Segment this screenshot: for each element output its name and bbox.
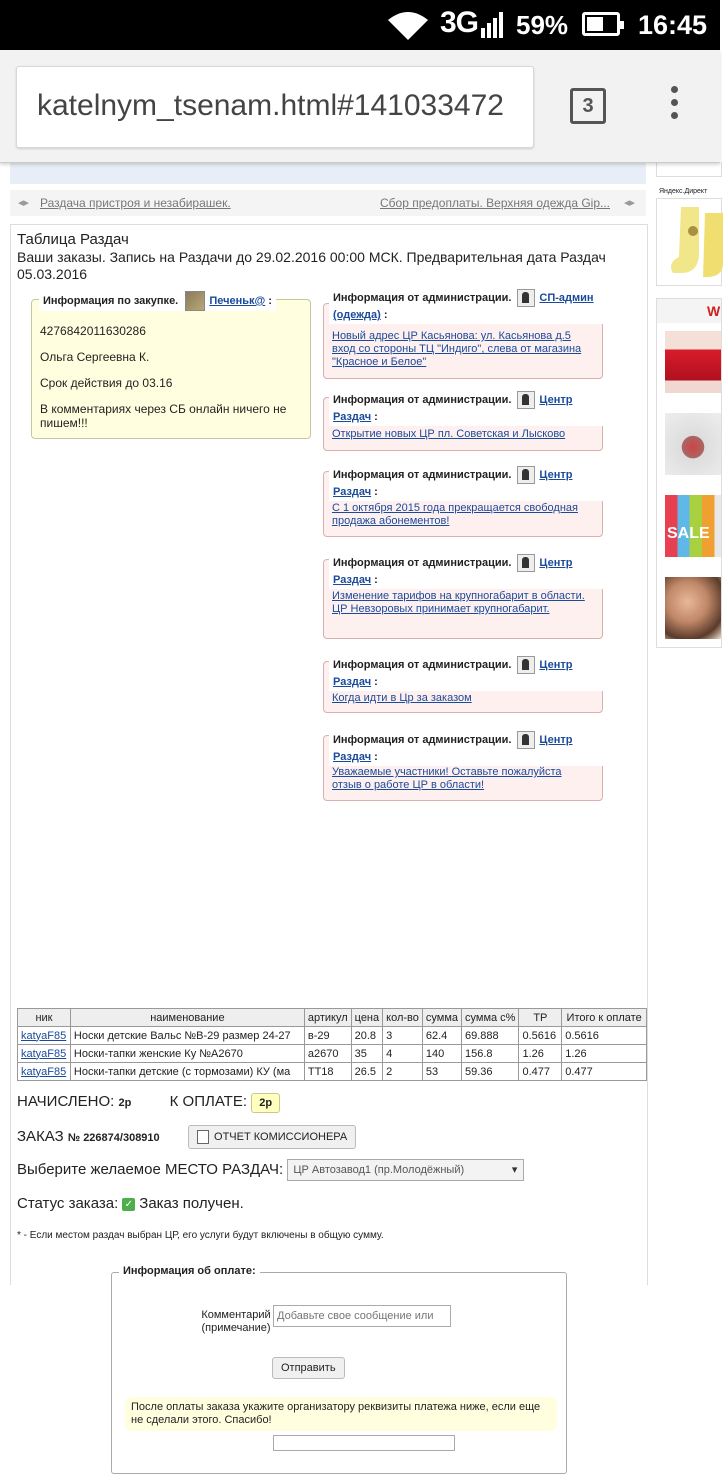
nick-link[interactable]: katyaF85 [21,1065,67,1078]
orders-table [17,1008,647,1081]
organizer-link[interactable]: Печеньк@ [209,294,266,307]
page-content [0,162,721,1426]
payment-info-legend: Информация об оплате: [119,1265,260,1277]
next-topic-link[interactable]: Сбор предоплаты. Верхняя одежда Gip... [380,196,611,210]
admin-author-link[interactable]: Центр Раздач [333,556,573,586]
pickup-select[interactable]: ЦР Автозавод1 (пр.Молодёжный) ▾ [287,1159,524,1181]
admin-avatar-icon [517,731,535,749]
url-text: katelnym_tsenam.html#141033472 [37,89,504,122]
ad-banner-logo: W [707,303,721,319]
payment-notice: После оплаты заказа укажите организатору реквизиты платежа ниже, если еще не сделали этого. Спасибо! [125,1397,557,1431]
status-bar [0,0,720,50]
order-label: ЗАКАЗ [17,1127,64,1145]
admin-message-legend: Информация от администрации. Центр Раздач : [329,656,607,691]
admin-message-link[interactable]: Изменение тарифов на крупногабарит в области. ЦР Невзоровых принимает крупногабарит. [332,590,585,615]
col-tr: ТР [519,1009,562,1027]
card-holder: Ольга Сергеевна К. [40,350,150,364]
col-nick: ник [18,1009,71,1027]
admin-message-link[interactable]: С 1 октября 2015 года прекращается свободная продажа абонементов! [332,502,578,527]
ad-image-couple[interactable] [665,577,721,639]
socks-image [667,203,723,283]
admin-avatar-icon [517,554,535,572]
purchase-info-title: Информация по закупке. [43,294,179,307]
address-bar[interactable] [16,66,534,148]
ad-image-underwear[interactable] [665,331,721,393]
organizer-avatar[interactable] [185,291,205,311]
browser-toolbar [0,50,720,163]
pickup-note: * - Если местом раздач выбран ЦР, его услуги будут включены в общую сумму. [17,1230,384,1241]
clock: 16:45 [638,10,708,40]
pickup-line [17,1159,524,1181]
network-type: 3G [440,6,479,39]
payment-details-input[interactable] [273,1435,455,1451]
table-row: katyaF85 Носки детские Вальс №В-29 размер 24-27 в-29 20.8 3 62.4 69.888 0.5616 0.5616 [18,1027,647,1045]
admin-author-link[interactable]: Центр Раздач [333,393,573,423]
admin-message-legend: Информация от администрации. Центр Раздач : [329,391,607,426]
ad-frame-top [656,162,722,177]
status-label: Статус заказа: [17,1195,119,1212]
pickup-label: Выберите желаемое МЕСТО РАЗДАЧ: [17,1160,284,1178]
topic-navigation [10,190,646,216]
order-number: № 226874/308910 [67,1131,160,1144]
admin-message-legend: Информация от администрации. СП-админ (одежда) : [329,289,607,324]
wifi-icon [388,12,428,40]
admin-message-link[interactable]: Когда идти в Цр за заказом [332,692,472,704]
status-value: Заказ получен. [139,1195,244,1212]
purchase-info-box [31,299,311,439]
ads-label: Яндекс.Директ [659,188,708,195]
sale-image-text: SALE [667,525,710,542]
admin-message-link[interactable]: Открытие новых ЦР пл. Советская и Лысково [332,428,566,440]
col-sum: сумма [422,1009,461,1027]
col-total: Итого к оплате [562,1009,647,1027]
signal-icon [481,12,503,38]
col-qty: кол-во [383,1009,423,1027]
admin-message-legend: Информация от администрации. Центр Раздач : [329,731,607,766]
arrow-left-icon: ◂▸ [18,197,30,209]
totals-line [17,1093,280,1113]
nick-link[interactable]: katyaF85 [21,1029,67,1042]
top-band [10,162,646,184]
col-name: наименование [70,1009,304,1027]
document-icon [197,1130,209,1144]
ad-image-sale[interactable] [665,495,721,557]
page-title: Таблица Раздач [17,231,129,248]
charged-value: 2р [118,1097,132,1109]
admin-author-link[interactable]: Центр Раздач [333,468,573,498]
battery-icon [582,12,620,36]
right-sidebar-ads [656,162,720,1280]
admin-message-legend: Информация от администрации. Центр Раздач : [329,554,607,589]
check-icon: ✓ [122,1198,135,1211]
admin-avatar-icon [517,466,535,484]
nick-link[interactable]: katyaF85 [21,1047,67,1060]
admin-author-link[interactable]: Центр Раздач [333,658,573,688]
table-header-row [18,1009,647,1027]
ad-image-cake[interactable] [665,413,721,475]
admin-message-link[interactable]: Новый адрес ЦР Касьянова: ул. Касьянова д.5 вход со стороны ТЦ "Индиго", слева от магазина "Красное и Белое" [332,330,582,368]
ad-socks[interactable] [656,198,722,286]
charged-label: НАЧИСЛЕНО: [17,1093,115,1110]
status-line [17,1195,244,1212]
purchase-info-legend: Информация по закупке. Печеньк@ : [39,291,276,311]
to-pay-label: К ОПЛАТЕ: [169,1093,248,1110]
distribution-table-panel [10,224,648,1426]
admin-author-link[interactable]: Центр Раздач [333,733,573,763]
comment-label: Комментарий (примечание) [201,1309,271,1334]
table-row: katyaF85 Носки-тапки детские (с тормозами) КУ (ма ТТ18 26.5 2 53 59.36 0.477 0.477 [18,1063,647,1081]
commission-report-button[interactable]: ОТЧЕТ КОМИССИОНЕРА [188,1125,356,1149]
comment-input[interactable] [273,1305,451,1327]
col-sum-percent: сумма с% [462,1009,519,1027]
admin-message-legend: Информация от администрации. Центр Раздач : [329,466,607,501]
admin-avatar-icon [517,656,535,674]
col-article: артикул [304,1009,351,1027]
table-row: katyaF85 Носки-тапки женские Ку №А2670 а2670 35 4 140 156.8 1.26 1.26 [18,1045,647,1063]
admin-avatar-icon [517,289,535,307]
card-expiry: Срок действия до 03.16 [40,376,173,390]
card-number: 4276842011630286 [40,324,146,338]
to-pay-value: 2р [251,1093,280,1113]
admin-author-link[interactable]: СП-админ (одежда) [333,291,594,321]
arrow-right-icon: ◂▸ [624,197,636,209]
ad-banner[interactable] [656,298,722,648]
send-button[interactable]: Отправить [272,1357,345,1379]
prev-topic-link[interactable]: Раздача пристроя и незабирашек. [40,196,231,210]
col-price: цена [351,1009,383,1027]
admin-avatar-icon [517,391,535,409]
purchase-note: В комментариях через СБ онлайн ничего не пишем!!! [40,402,287,430]
overflow-menu-icon[interactable] [664,86,684,126]
admin-message-link[interactable]: Уважаемые участники! Оставьте пожалуйста отзыв о работе ЦР в области! [332,766,562,791]
tab-switcher-button[interactable]: 3 [570,88,606,124]
order-line [17,1125,356,1149]
page-subtitle: Ваши заказы. Запись на Раздачи до 29.02.2016 00:00 МСК. Предварительная дата Раздач 05.03.2016 [17,249,606,282]
battery-percent: 59% [516,10,569,40]
